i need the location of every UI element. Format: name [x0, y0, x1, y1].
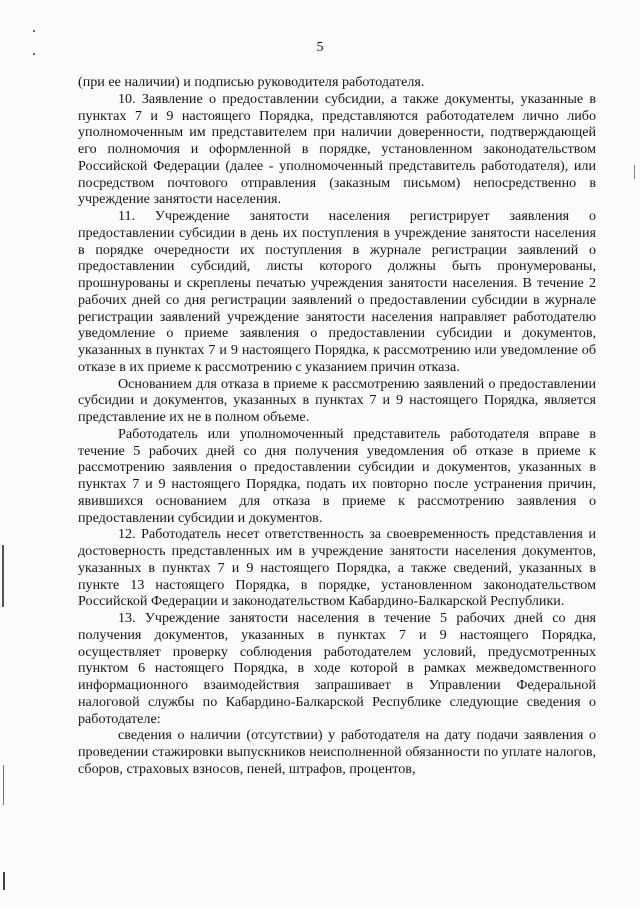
binding-mark	[2, 545, 4, 607]
paragraph-11: 11. Учреждение занятости населения регистрирует заявления о предоставлении субсидии в день их поступления в учреждение занятости населения в порядке очередности их поступления в журнале регистрации заявлений о предоставлении субсидий, листы которого должны быть пронумерованы, прошнурованы и скреплены печатью учреждения занятости населения. В течение 2 рабочих дней со дня регистрации заявлений о предоставлении субсидии в журнале регистрации заявлений учреждение занятости населения направляет работодателю уведомление о приеме заявления о предоставлении субсидии и документов, указанных в пунктах 7 и 9 настоящего Порядка, к рассмотрению или уведомление об отказе в их приеме к рассмотрению с указанием причин отказа.	[78, 208, 596, 375]
page-number: 5	[316, 40, 324, 55]
paragraph-13: 13. Учреждение занятости населения в течение 5 рабочих дней со дня получения документов, указанных в пунктах 7 и 9 настоящего Порядка, осуществляет проверку соблюдения работодателем условий, предусмотренных пунктом 6 настоящего Порядка, в ходе которой в рамках межведомственного информационного взаимодействия запрашивает в Управлении Федеральной налоговой службы по Кабардино-Балкарской Республике следующие сведения о работодателе:	[78, 610, 596, 727]
paragraph: (при ее наличии) и подписью руководителя работодателя.	[78, 74, 425, 90]
paragraph: Основанием для отказа в приеме к рассмотрению заявлений о предоставлении субсидии и документов, указанных в пунктах 7 и 9 настоящего Порядка, является представление их не в полном объеме.	[78, 375, 596, 425]
paragraph: сведения о наличии (отсутствии) у работодателя на дату подачи заявления о проведении стажировки выпускников неисполненной обязанности по уплате налогов, сборов, страховых взносов, пеней, штрафов, процентов,	[78, 727, 596, 777]
scan-speck	[33, 30, 35, 32]
binding-mark	[3, 765, 4, 805]
document-body	[78, 74, 596, 778]
paragraph-12: 12. Работодатель несет ответственность за своевременность представления и достоверность представленных им в учреждение занятости населения документов, указанных в пунктах 7 и 9 настоящего Порядка, а также сведений, указанных в пункте 13 настоящего Порядка, в порядке, установленном законодательством Российской Федерации и законодательством Кабардино-Балкарской Республики.	[78, 526, 596, 610]
binding-mark	[3, 872, 5, 890]
scan-speck	[634, 165, 635, 179]
paragraph: Работодатель или уполномоченный представитель работодателя вправе в течение 5 рабочих дней со дня получения уведомления об отказе в приеме к рассмотрению заявления о предоставлении субсидии и документов, указанных в пунктах 7 и 9 настоящего Порядка, подать их повторно после устранения причин, явившихся основанием для отказа в приеме к рассмотрению заявления о предоставлении субсидии и документов.	[78, 425, 596, 526]
paragraph-10: 10. Заявление о предоставлении субсидии, а также документы, указанные в пунктах 7 и 9 настоящего Порядка, представляются работодателем лично либо уполномоченным им представителем при наличии доверенности, подтверждающей его полномочия и оформленной в порядке, установленном законодательством Российской Федерации (далее - уполномоченный представитель работодателя), или посредством почтового отправления (заказным письмом) непосредственно в учреждение занятости населения.	[78, 90, 596, 208]
